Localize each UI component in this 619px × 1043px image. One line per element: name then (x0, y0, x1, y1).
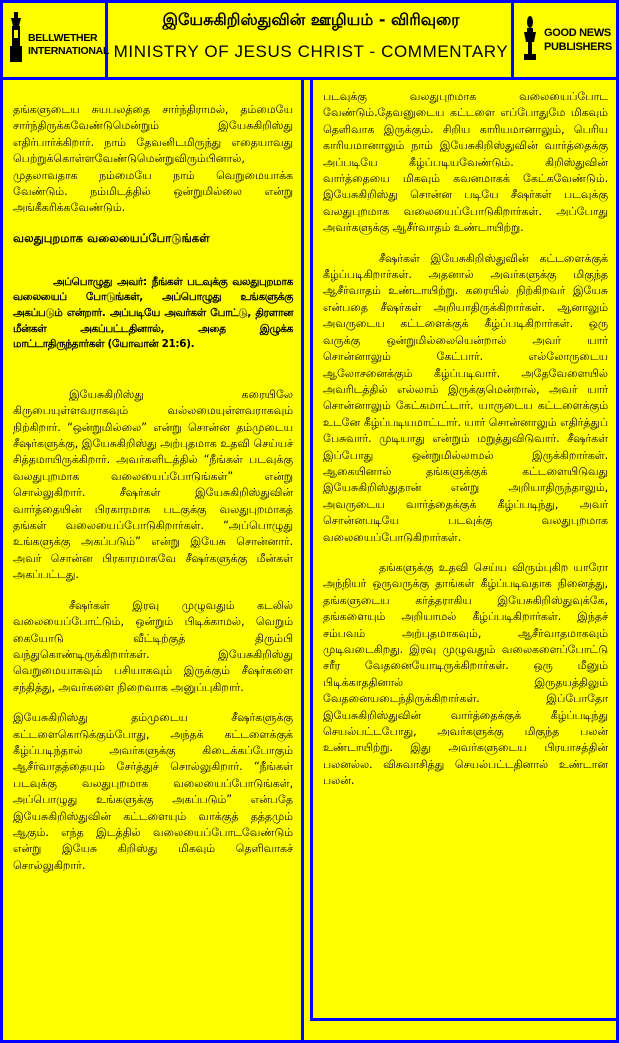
right-paragraph-2: சீஷர்கள் இயேசுகிறிஸ்துவின் கட்டளைக்குக் கீழ்ப்படிகிறார்கள். அதனால் அவர்களுக்கு மிகுந்த ஆசீர்வாதம் உண்டாயிற்று. கரையில் நிற்கிறவர் இயேசு என்பதை சீஷர்கள் அறியாதிருக்கிறார்கள். ஆனாலும் அவருடைய கட்டளைக்குக் கீழ்ப்படிகிறார்கள். ஒரு வருக்கு ஒன்றுமில்லையென்றால் அவர் யார் சொன்னாலும் கேட்பார். எல்லோருடைய ஆலோசனைக்கும் கீழ்ப்படிவார். அதேவேளையில் அவரிடத்தில் எல்லாம் இருக்குமென்றால், அவர் யார் சொன்னாலும் கேட்கமாட்டார். யாருடைய கட்டளைக்கும் உடனே கீழ்ப்படியமாட்டார். யார் சொன்னாலும் எதிர்த்துப் பேசுவார். முடியாது என்றும் மறுத்துவிடுவார். சீஷர்கள் இப்போது ஒன்றுமில்லாமல் இருக்கிறார்கள். ஆகையினால் தங்களுக்குக் கட்டளையிடுவது இயேசுகிறிஸ்துதான் என்று அறியாதிருந்தாலும், அவருடைய வார்த்தைக்குக் கீழ்ப்படிந்து, அவர் சொன்னபடியே படவுக்கு வலதுபுறமாக வலையைப்போடுகிறார்கள். (323, 251, 608, 544)
bellwether-logo (8, 12, 110, 64)
bellwether-logo-cell (0, 0, 108, 77)
bellwether-brand (28, 32, 110, 58)
goodnews-line-2: PUBLISHERS (544, 41, 612, 53)
goodnews-brand (544, 26, 616, 54)
title-english: MINISTRY OF JESUS CHRIST - COMMENTARY (113, 42, 509, 61)
bellwether-line-1: BELLWETHER (28, 32, 98, 44)
lamp-icon (522, 12, 538, 62)
goodnews-line-1: GOOD NEWS (544, 27, 611, 39)
bellwether-line-2: INTERNATIONAL (28, 45, 110, 57)
title-tamil: இயேசுகிறிஸ்துவின் ஊழியம் - விரிவுரை (162, 10, 460, 29)
left-paragraph-2: இயேசுகிறிஸ்து கரையிலே கிருபையுள்ளவராகவும் வல்லமையுள்ளவராகவும் நிற்கிறார். “ஒன்றுமில்லை” என்று சொன்ன தம்முடைய சீஷர்களுக்கு, இயேசுகிறிஸ்து அற்புதமாக உதவி செய்யச் சித்தமாயிருக்கிறார். அவர்களிடத்தில் “நீங்கள் படவுக்கு வலதுபுறமாக வலையைப்போடுங்கள்” என்று சொல்லுகிறார். சீஷர்கள் இயேசுகிறிஸ்துவின் வார்த்தையின் பிரகாரமாக படகுக்கு வலதுபுறமாகத் தங்கள் வலையைப்போடுகிறார்கள். “அப்பொழுது உங்களுக்கு அகப்படும்” என்று இயேசு சொன்னார். அவர் சொன்ன பிரகாரமாகவே சீஷர்களுக்கு மீன்கள் அகப்பட்டது. (13, 387, 293, 582)
left-paragraph-4: இயேசுகிறிஸ்து தம்முடைய சீஷர்களுக்கு கட்டளைகொடுக்கும்போது, அந்தக் கட்டளைக்குக் கீழ்ப்படிந்தால் அவர்களுக்கு கிடைக்கப்போகும் ஆசீர்வாதத்தையும் சேர்த்துச் சொல்லுகிறார். “நீங்கள் படவுக்கு வலதுபுறமாக வலையைப்போடுங்கள், அப்பொழுது உங்களுக்கு அகப்படும்” என்பதே இயேசுகிறிஸ்துவின் கட்டளையும் வாக்குத் தத்தமும் ஆகும். எந்த இடத்தில் வலையைப்போடவேண்டும் என்று இயேசு கிறிஸ்து மிகவும் தெளிவாகச் சொல்லுகிறார். (13, 711, 293, 872)
left-paragraph-1: தங்களுடைய சுயபலத்தை சார்ந்திராமல், தம்மையே சார்ந்திருக்கவேண்டுமென்றும் இயேசுகிறிஸ்து எதிர்பார்க்கிறார். நாம் தேவனிடமிருந்து எதையாவது பெற்றுக்கொள்ளவேண்டுமென்றுவிரும்பினால், முதலாவதாக நம்மையே நாம் வெறுமையாக்க வேண்டும். நம்மிடத்தில் ஒன்றுமில்லை என்று அங்கீகரிக்கவேண்டும். (13, 103, 293, 215)
right-paragraph-3: தங்களுக்கு உதவி செய்ய விரும்புகிற யாரோ அந்நியர் ஒருவருக்கு தாங்கள் கீழ்ப்படிவதாக நினைத்து, தங்களுடைய கர்த்தராகிய இயேசுகிறிஸ்துவுக்கே, தங்களையும் அறியாமல் கீழ்ப்படிகிறார்கள். இந்தச் சம்பவம் அற்புதமாகவும், ஆசீர்வாதமாகவும் முடிவடைகிறது. இரவு முழுவதும் வலைகளைப்போட்டு சரீர வேதனையோடிருக்கிறார்கள். ஒரு மீனும் பிடிக்காததினால் இருதயத்திலும் வேதனையடைந்திருக்கிறார்கள். இப்போதோ இயேசுகிறிஸ்துவின் வார்த்தைக்குக் கீழ்ப்படிந்து செயல்பட்டபோது, அவர்களுக்கு மிகுந்த பலன் உண்டாயிற்று. இது அவர்களுடைய பிரயாசத்தின் பலனல்ல. விசுவாசித்து செயல்பட்டதினால் உண்டான பலன். (323, 560, 608, 788)
left-column-content (13, 102, 293, 888)
right-paragraph-1: படவுக்கு வலதுபுறமாக வலையைப்போட வேண்டும்.தேவனுடைய கட்டளை எப்போதுமே மிகவும் தெளிவாக இருக்கும். சிறிய காரியமானாலும், பெரிய காரியமானாலும் நாம் இயேசுகிறிஸ்துவின் வார்த்தைக்கு அப்படியே கீழ்ப்படியவேண்டும். கிறிஸ்துவின் வார்த்தையை மிகவும் கவனமாகக் கேட்கவேண்டும். இயேசுகிறிஸ்து சொன்ன படியே சீஷர்கள் படவுக்கு வலதுபுறமாக வலையைப்போடுகிறார்கள். அப்போது அவர்களுக்கு ஆசீர்வாதம் உண்டாயிற்று. (323, 90, 608, 235)
goodnews-logo (522, 12, 610, 64)
goodnews-logo-cell (514, 0, 619, 77)
header (0, 0, 619, 80)
section-heading: வலதுபுறமாக வலையைப்போடுங்கள் (13, 230, 210, 245)
title-cell (108, 0, 514, 77)
left-column (3, 80, 304, 1040)
bell-tower-icon (8, 12, 24, 62)
scripture-quote: அப்பொழுது அவர்: நீங்கள் படவுக்கு வலதுபுறமாக வலையைப் போடுங்கள், அப்பொழுது உங்களுக்கு அகப்படும் என்றார். அப்படியே அவர்கள் போட்டு, திரளான மீன்கள் அகப்பட்டதினால், அதை இழுக்க மாட்டாதிருந்தார்கள் (யோவான் 21:6). (13, 275, 293, 351)
right-column-content (323, 89, 608, 804)
left-paragraph-3: சீஷர்கள் இரவு முழுவதும் கடலில் வலையைப்போட்டும், ஒன்றும் பிடிக்காமல், வெறும் கையோடு வீட்டிற்குத் திரும்பி வந்துகொண்டிருக்கிறார்கள். இயேசுகிறிஸ்து வெறுமையாகவும் பசியாகவும் இருக்கும் சீஷர்களை சந்தித்து, அவர்களை நிறைவாக அனுப்புகிறார். (13, 598, 293, 694)
right-column (310, 77, 616, 1021)
